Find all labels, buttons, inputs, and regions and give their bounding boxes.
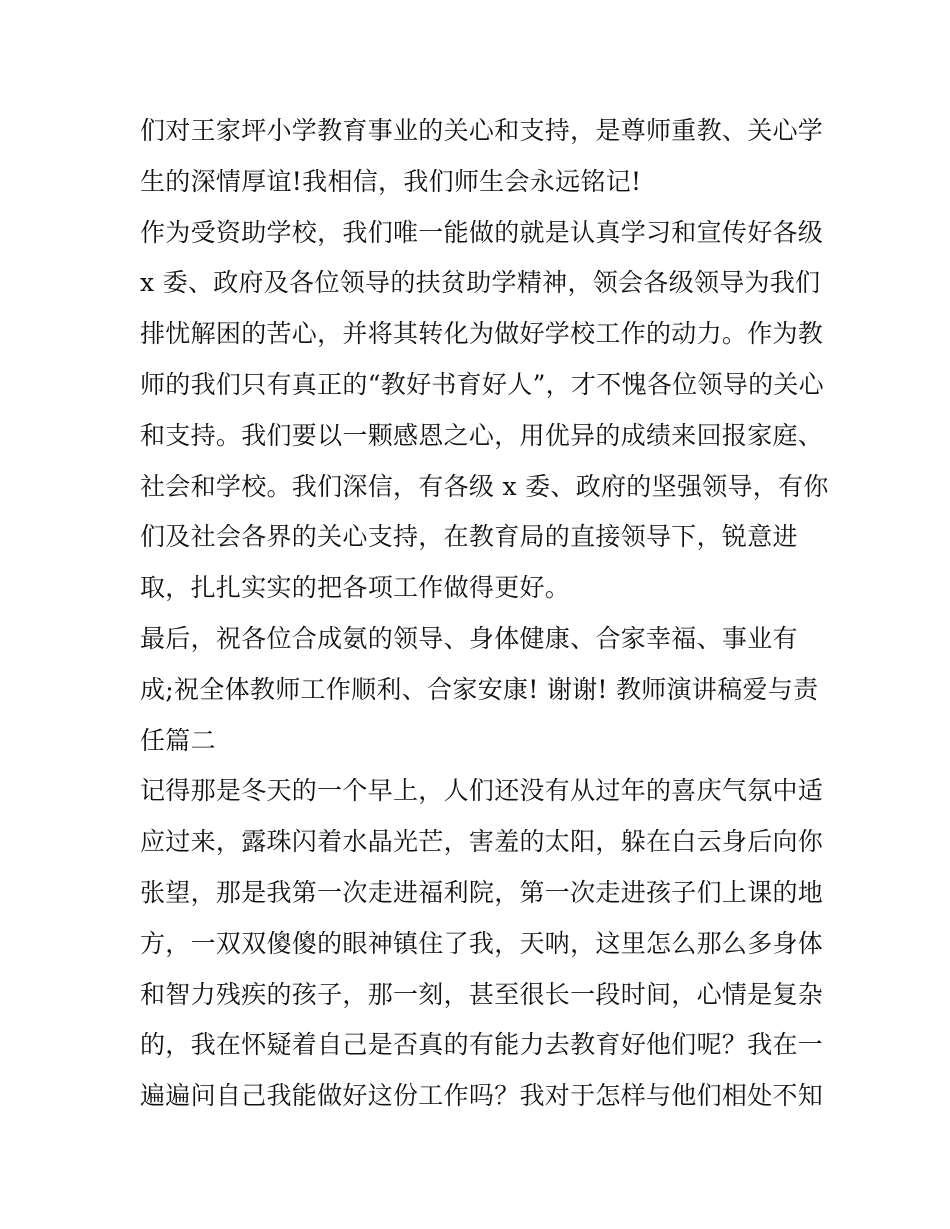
document-body	[140, 106, 829, 1122]
text-line: 最后，祝各位合成氨的领导、身体健康、合家幸福、事业有	[140, 623, 798, 653]
text-line: 方，一双双傻傻的眼神镇住了我，天呐，这里怎么那么多身体	[140, 928, 824, 958]
text-line: 和支持。我们要以一颗感恩之心，用优异的成绩来回报家庭、	[140, 420, 824, 450]
text-line: 的，我在怀疑着自己是否真的有能力去教育好他们呢？我在一	[140, 1030, 824, 1060]
text-line: 生的深情厚谊!我相信，我们师生会永远铭记!	[140, 166, 642, 196]
text-line: 社会和学校。我们深信，有各级 x 委、政府的坚强领导，有你	[140, 471, 829, 501]
text-line: 取，扎扎实实的把各项工作做得更好。	[140, 573, 571, 603]
text-line: 们及社会各界的关心支持，在教育局的直接领导下，锐意进	[140, 522, 798, 552]
text-line: 任篇二	[140, 725, 216, 755]
text-line: 应过来，露珠闪着水晶光芒，害羞的太阳，躲在白云身后向你	[140, 827, 824, 857]
text-line: 张望，那是我第一次走进福利院，第一次走进孩子们上课的地	[140, 877, 824, 907]
text-line: 记得那是冬天的一个早上，人们还没有从过年的喜庆气氛中适	[140, 776, 824, 806]
text-line: 遍遍问自己我能做好这份工作吗？我对于怎样与他们相处不知	[140, 1081, 824, 1111]
text-line: 排忧解困的苦心，并将其转化为做好学校工作的动力。作为教	[140, 319, 824, 349]
text-line: x 委、政府及各位领导的扶贫助学精神，领会各级领导为我们	[140, 268, 821, 298]
text-line: 和智力残疾的孩子，那一刻，甚至很长一段时间，心情是复杂	[140, 979, 824, 1009]
text-line: 师的我们只有真正的“教好书育好人”，才不愧各位领导的关心	[140, 369, 824, 399]
text-line: 作为受资助学校，我们唯一能做的就是认真学习和宣传好各级	[140, 217, 824, 247]
text-line: 成;祝全体教师工作顺利、合家安康! 谢谢! 教师演讲稿爱与责	[140, 674, 819, 704]
text-line: 们对王家坪小学教育事业的关心和支持，是尊师重教、关心学	[140, 116, 824, 145]
